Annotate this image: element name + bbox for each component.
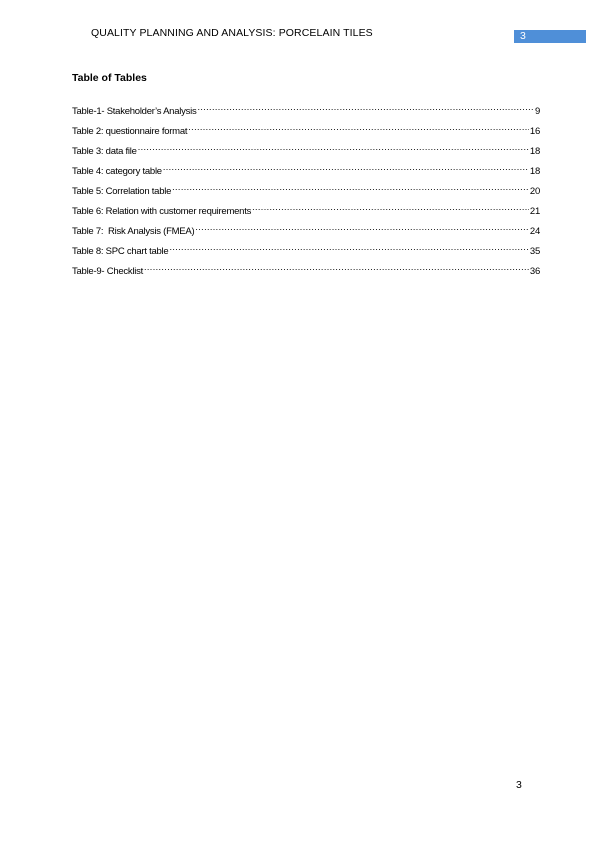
footer-page-number: 3	[516, 779, 522, 791]
table-of-tables-heading: Table of Tables	[72, 72, 147, 84]
toc-entry-label: Table-1- Stakeholder’s Analysis	[72, 106, 197, 117]
toc-entry-page: 18	[529, 146, 540, 157]
toc-entry[interactable]	[72, 103, 540, 123]
toc-dot-leader	[144, 263, 529, 274]
toc-dot-leader	[197, 103, 534, 114]
toc-entry-page: 20	[529, 186, 540, 197]
toc-entry[interactable]	[72, 143, 540, 163]
toc-dot-leader	[195, 223, 529, 234]
toc-entry-label: Table 5: Correlation table	[72, 186, 172, 197]
toc-entry-label: Table 7: Risk Analysis (FMEA)	[72, 226, 195, 237]
toc-entry-page: 36	[529, 266, 540, 277]
toc-entry[interactable]	[72, 203, 540, 223]
header-page-badge: 3	[514, 30, 586, 43]
toc-dot-leader	[169, 243, 528, 254]
toc-dot-leader	[252, 203, 529, 214]
toc-entry[interactable]	[72, 123, 540, 143]
toc-entry-page: 9	[534, 106, 540, 117]
toc-dot-leader	[163, 163, 529, 174]
toc-entry-page: 16	[529, 126, 540, 137]
table-of-tables-list	[72, 103, 540, 283]
toc-entry-page: 18	[529, 166, 540, 177]
toc-dot-leader	[172, 183, 529, 194]
toc-entry-label: Table 8: SPC chart table	[72, 246, 169, 257]
toc-entry-label: Table-9- Checklist	[72, 266, 143, 277]
toc-entry[interactable]	[72, 163, 540, 183]
toc-entry[interactable]	[72, 183, 540, 203]
toc-entry-label: Table 4: category table	[72, 166, 162, 177]
toc-dot-leader	[188, 123, 529, 134]
toc-entry-page: 21	[529, 206, 540, 217]
toc-dot-leader	[138, 143, 529, 154]
toc-entry-page: 24	[529, 226, 540, 237]
toc-entry-label: Table 3: data file	[72, 146, 137, 157]
toc-entry[interactable]	[72, 223, 540, 243]
running-header-title: QUALITY PLANNING AND ANALYSIS: PORCELAIN TILES	[91, 27, 373, 39]
toc-entry-label: Table 2: questionnaire format	[72, 126, 188, 137]
toc-entry-label: Table 6: Relation with customer requirements	[72, 206, 252, 217]
toc-entry-page: 35	[529, 246, 540, 257]
toc-entry[interactable]	[72, 263, 540, 283]
toc-entry[interactable]	[72, 243, 540, 263]
